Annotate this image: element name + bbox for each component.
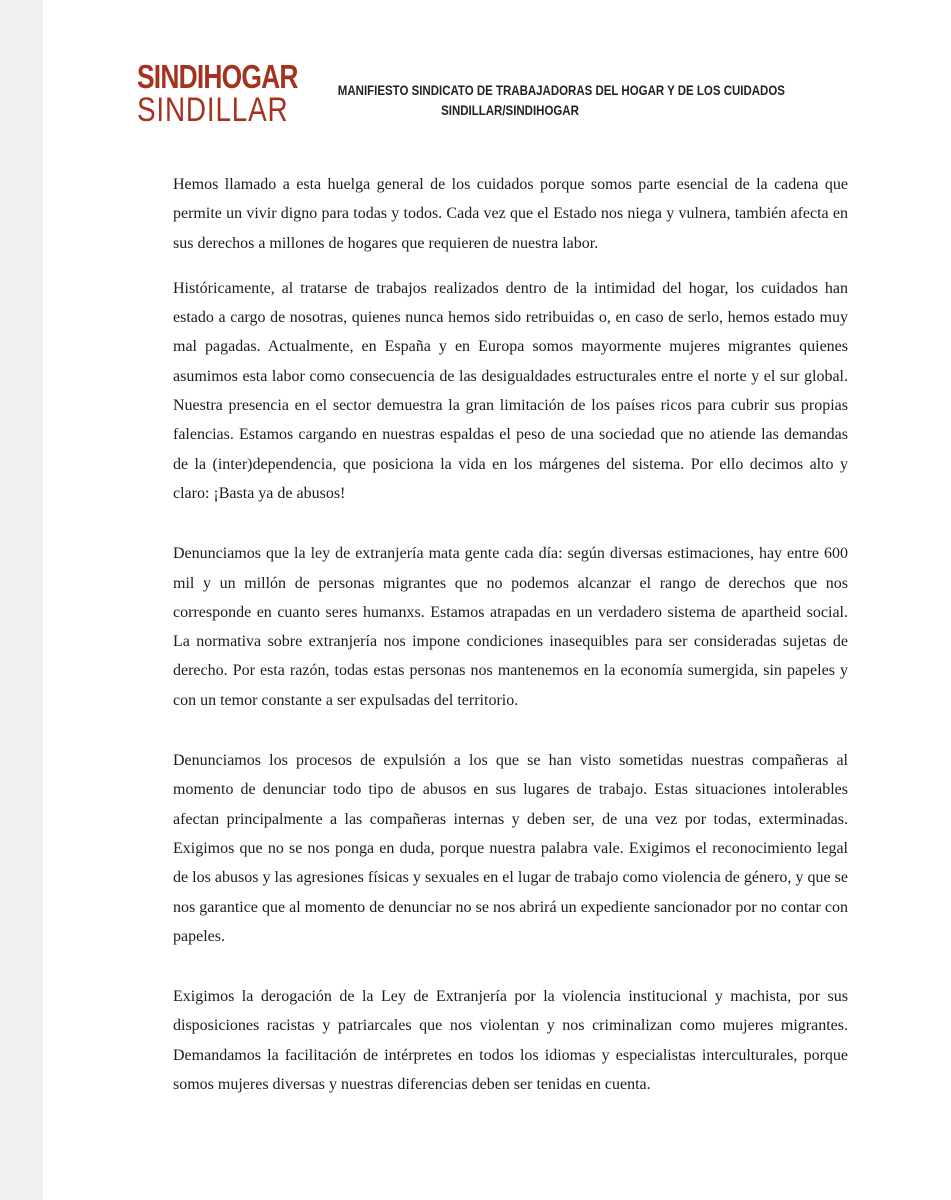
page-margin bbox=[0, 0, 43, 1200]
document-header-title bbox=[300, 80, 785, 120]
header-title-line2: SINDILLAR/SINDIHOGAR bbox=[441, 102, 579, 118]
paragraph: Denunciamos que la ley de extranjería mata gente cada día: según diversas estimaciones, hay entre 600 mil y un millón de personas migrantes que no podemos alcanzar el rango de derechos que nos corresponde en cuanto seres humanxs. Estamos atrapadas en un verdadero sistema de apartheid social. La normativa sobre extranjería nos impone condiciones inasequibles para ser consideradas sujetas de derecho. Por esta razón, todas estas personas nos mantenemos en la economía sumergida, sin papeles y con un temor constante a ser expulsadas del territorio. bbox=[173, 545, 848, 709]
paragraph: Históricamente, al tratarse de trabajos realizados dentro de la intimidad del hogar, los cuidados han estado a cargo de nosotras, quienes nunca hemos sido retribuidas o, en caso de serlo, hemos estado muy mal pagadas. Actualmente, en España y en Europa somos mayormente mujeres migrantes quienes asumimos esta labor como consecuencia de las desigualdades estructurales entre el norte y el sur global. Nuestra presencia en el sector demuestra la gran limitación de los países ricos para cubrir sus propias falencias. Estamos cargando en nuestras espaldas el peso de una sociedad que no atiende las demandas de la (inter)dependencia, que posiciona la vida en los márgenes del sistema. Por ello decimos alto y claro: ¡Basta ya de abusos! bbox=[173, 279, 848, 502]
logo-text-sindillar: SINDILLAR bbox=[137, 91, 289, 129]
paragraph: Hemos llamado a esta huelga general de los cuidados porque somos parte esencial de la cadena que permite un vivir digno para todas y todos. Cada vez que el Estado nos niega y vulnera, también afecta en sus derechos a millones de hogares que requieren de nuestra labor. bbox=[173, 176, 848, 252]
paragraph: Exigimos la derogación de la Ley de Extranjería por la violencia institucional y machista, por sus disposiciones racistas y patriarcales que nos violentan y nos criminalizan como mujeres migrantes. Demandamos la facilitación de intérpretes en todos los idiomas y especialistas interculturales, porque somos mujeres diversas y nuestras diferencias deben ser tenidas en cuenta. bbox=[173, 988, 848, 1094]
paragraph: Denunciamos los procesos de expulsión a los que se han visto sometidas nuestras compañeras al momento de denunciar todo tipo de abusos en sus lugares de trabajo. Estas situaciones intolerables afectan principalmente a las compañeras internas y deben ser, de una vez por todas, exterminadas. Exigimos que no se nos ponga en duda, porque nuestra palabra vale. Exigimos el reconocimiento legal de los abusos y las agresiones físicas y sexuales en el lugar de trabajo como violencia de género, y que se nos garantice que al momento de denunciar no se nos abrirá un expediente sancionador por no contar con papeles. bbox=[173, 752, 848, 945]
header-title-line1: MANIFIESTO SINDICATO DE TRABAJADORAS DEL HOGAR Y DE LOS CUIDADOS bbox=[337, 82, 785, 98]
logo-text-sindihogar: SINDIHOGAR bbox=[137, 58, 298, 95]
sindihogar-logo bbox=[137, 58, 298, 129]
manifesto-body bbox=[173, 170, 848, 1099]
